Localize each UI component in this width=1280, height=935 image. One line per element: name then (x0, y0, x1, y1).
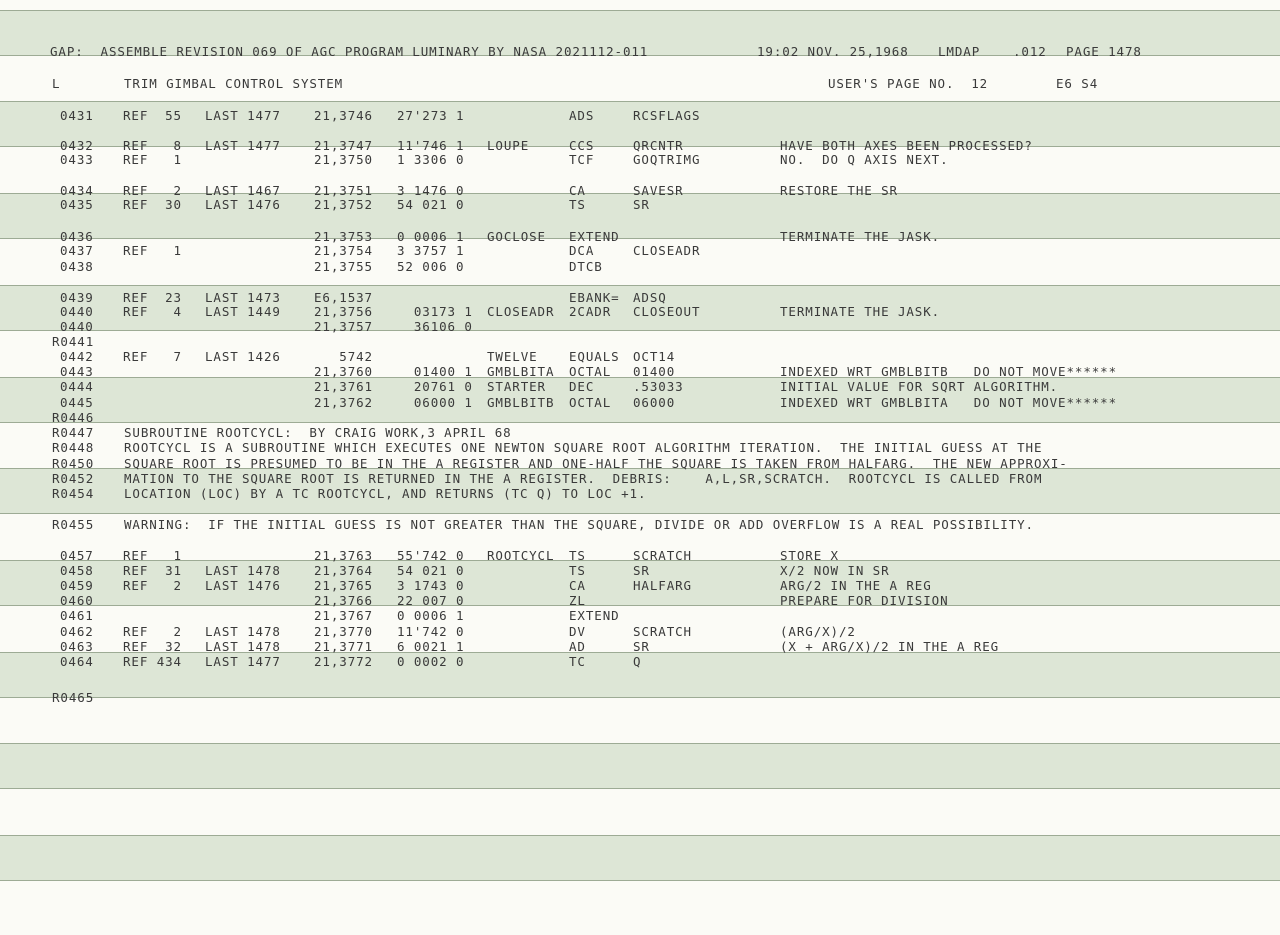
octal-word: 3 1743 0 (397, 578, 465, 593)
octal-word: 55'742 0 (397, 548, 465, 563)
listing-row (0, 108, 701, 123)
listing-row (0, 349, 676, 364)
address: 21,3763 (314, 548, 373, 563)
address: E6,1537 (314, 290, 373, 305)
address: 21,3753 (314, 229, 373, 244)
octal-word: 54 021 0 (397, 197, 465, 212)
octal-word: 06000 1 (397, 395, 473, 410)
comment: NO. DO Q AXIS NEXT. (780, 152, 949, 167)
remark-line (0, 440, 1043, 455)
listing-row (0, 593, 949, 608)
octal-word: 3 1476 0 (397, 183, 465, 198)
symbol-label: TWELVE (487, 349, 538, 364)
opcode: TS (569, 548, 586, 563)
opcode: DCA (569, 243, 595, 258)
address: 21,3760 (314, 364, 373, 379)
address: 21,3771 (314, 639, 373, 654)
opcode: EXTEND (569, 229, 620, 244)
address: 21,3757 (314, 319, 373, 334)
last-ref: LAST 1477 (205, 108, 281, 123)
listing-row (0, 229, 941, 244)
remark-text: WARNING: IF THE INITIAL GUESS IS NOT GREATER THAN THE SQUARE, DIVIDE OR ADD OVERFLOW IS A REAL POSSIBILITY. (124, 517, 1034, 532)
symbol-label: STARTER (487, 379, 546, 394)
opcode: TC (569, 654, 586, 669)
operand: 01400 (633, 364, 676, 379)
opcode: TS (569, 563, 586, 578)
operand: SCRATCH (633, 548, 692, 563)
page-header (0, 44, 1142, 59)
remark-text: LOCATION (LOC) BY A TC ROOTCYCL, AND RETURNS (TC Q) TO LOC +1. (124, 486, 647, 501)
operand: HALFARG (633, 578, 692, 593)
opcode: OCTAL (569, 395, 612, 410)
octal-word: 27'273 1 (397, 108, 465, 123)
line-number: 0461 (60, 608, 94, 623)
listing-row (0, 654, 642, 669)
line-number: R0446 (52, 410, 95, 425)
octal-word: 0 0006 1 (397, 608, 465, 623)
ref-count: REF 2 (123, 578, 182, 593)
symbol-label: GMBLBITA (487, 364, 555, 379)
remark-line (0, 471, 1043, 486)
listing-row (0, 395, 1118, 410)
address: 21,3766 (314, 593, 373, 608)
opcode: CCS (569, 138, 595, 153)
line-number: R0448 (52, 440, 95, 455)
opcode: OCTAL (569, 364, 612, 379)
operand: QRCNTR (633, 138, 684, 153)
remark-line (0, 486, 647, 501)
listing-mark: L (52, 76, 61, 91)
line-number: 0444 (60, 379, 94, 394)
line-number: R0450 (52, 456, 95, 471)
remark-line (0, 517, 1034, 532)
octal-word: 11'742 0 (397, 624, 465, 639)
line-number: R0454 (52, 486, 95, 501)
line-number: R0441 (52, 334, 95, 349)
line-number: 0445 (60, 395, 94, 410)
last-ref: LAST 1477 (205, 138, 281, 153)
remark-line (0, 425, 512, 440)
line-number: 0433 (60, 152, 94, 167)
remark-text: ROOTCYCL IS A SUBROUTINE WHICH EXECUTES ONE NEWTON SQUARE ROOT ALGORITHM ITERATION. THE INITIAL GUESS AT THE (124, 440, 1043, 455)
symbol-label: GOCLOSE (487, 229, 546, 244)
address: 21,3756 (314, 304, 373, 319)
remark-text: MATION TO THE SQUARE ROOT IS RETURNED IN THE A REGISTER. DEBRIS: A,L,SR,SCRATCH. ROOTCYCL IS CALLED FROM (124, 471, 1043, 486)
listing-row (0, 152, 949, 167)
address: 21,3746 (314, 108, 373, 123)
symbol-label: LOUPE (487, 138, 530, 153)
line-number: 0437 (60, 243, 94, 258)
last-ref: LAST 1449 (205, 304, 281, 319)
line-number: 0432 (60, 138, 94, 153)
ref-count: REF 434 (123, 654, 182, 669)
greenbar-band (0, 835, 1280, 881)
section-code: E6 S4 (1056, 76, 1099, 91)
listing-row (0, 379, 1059, 394)
last-ref: LAST 1478 (205, 563, 281, 578)
operand: Q (633, 654, 642, 669)
ref-count: REF 1 (123, 152, 182, 167)
line-number: 0438 (60, 259, 94, 274)
address: 21,3752 (314, 197, 373, 212)
remark-text: SQUARE ROOT IS PRESUMED TO BE IN THE A REGISTER AND ONE-HALF THE SQUARE IS TAKEN FROM HALFARG. THE NEW APPROXI- (124, 456, 1068, 471)
symbol-label: GMBLBITB (487, 395, 555, 410)
last-ref: LAST 1473 (205, 290, 281, 305)
ref-count: REF 1 (123, 548, 182, 563)
print-time: 19:02 NOV. 25,1968 (757, 44, 909, 59)
opcode: DV (569, 624, 586, 639)
opcode: CA (569, 578, 586, 593)
operand: RCSFLAGS (633, 108, 701, 123)
line-number: 0439 (60, 290, 94, 305)
comment: RESTORE THE SR (780, 183, 898, 198)
listing-row (0, 290, 667, 305)
operand: OCT14 (633, 349, 676, 364)
listing-row (0, 624, 856, 639)
octal-word: 20761 0 (397, 379, 473, 394)
remark-line (0, 456, 1068, 471)
octal-word: 01400 1 (397, 364, 473, 379)
line-number: R0447 (52, 425, 95, 440)
ref-count: REF 4 (123, 304, 182, 319)
address: 21,3770 (314, 624, 373, 639)
octal-word: 52 006 0 (397, 259, 465, 274)
listing-row (0, 639, 1000, 654)
assembly-title: GAP: ASSEMBLE REVISION 069 OF AGC PROGRAM LUMINARY BY NASA 2021112-011 (50, 44, 649, 59)
comment: X/2 NOW IN SR (780, 563, 890, 578)
comment: (X + ARG/X)/2 IN THE A REG (780, 639, 1000, 654)
listing-row (0, 304, 941, 319)
listing-row (0, 183, 898, 198)
comment: TERMINATE THE JASK. (780, 304, 941, 319)
line-number: 0464 (60, 654, 94, 669)
page-number: PAGE 1478 (1066, 44, 1142, 59)
users-page: USER'S PAGE NO. 12 (828, 76, 989, 91)
line-number: 0435 (60, 197, 94, 212)
last-ref: LAST 1426 (205, 349, 281, 364)
line-number: 0442 (60, 349, 94, 364)
operand: SR (633, 563, 650, 578)
octal-word: 36106 0 (397, 319, 473, 334)
comment: INDEXED WRT GMBLBITB DO NOT MOVE****** (780, 364, 1118, 379)
ref-count: REF 2 (123, 183, 182, 198)
section-title: TRIM GIMBAL CONTROL SYSTEM (124, 76, 344, 91)
address: 21,3750 (314, 152, 373, 167)
comment: TERMINATE THE JASK. (780, 229, 941, 244)
operand: SR (633, 197, 650, 212)
operand: CLOSEOUT (633, 304, 701, 319)
line-number: 0459 (60, 578, 94, 593)
listing-row (0, 364, 1118, 379)
octal-word: 0 0006 1 (397, 229, 465, 244)
comment: (ARG/X)/2 (780, 624, 856, 639)
octal-word: 54 021 0 (397, 563, 465, 578)
operand: SR (633, 639, 650, 654)
line-number: 0463 (60, 639, 94, 654)
octal-word: 22 007 0 (397, 593, 465, 608)
last-ref: LAST 1476 (205, 197, 281, 212)
symbol-label: ROOTCYCL (487, 548, 555, 563)
line-number: R0452 (52, 471, 95, 486)
listing-row (0, 197, 650, 212)
listing-row (0, 690, 95, 705)
opcode: 2CADR (569, 304, 612, 319)
address: 21,3754 (314, 243, 373, 258)
ref-count: REF 32 (123, 639, 182, 654)
line-number: 0460 (60, 593, 94, 608)
line-number: 0443 (60, 364, 94, 379)
octal-word: 0 0002 0 (397, 654, 465, 669)
address: 21,3764 (314, 563, 373, 578)
octal-word: 6 0021 1 (397, 639, 465, 654)
listing-row (0, 578, 932, 593)
opcode: EBANK= (569, 290, 620, 305)
line-number: 0431 (60, 108, 94, 123)
octal-word: 3 3757 1 (397, 243, 465, 258)
comment: INITIAL VALUE FOR SQRT ALGORITHM. (780, 379, 1059, 394)
listing-row (0, 563, 890, 578)
opcode: AD (569, 639, 586, 654)
operand: ADSQ (633, 290, 667, 305)
operand: CLOSEADR (633, 243, 701, 258)
line-number: R0455 (52, 517, 95, 532)
address: 21,3747 (314, 138, 373, 153)
opcode: DEC (569, 379, 595, 394)
ref-count: REF 31 (123, 563, 182, 578)
ref-count: REF 55 (123, 108, 182, 123)
last-ref: LAST 1478 (205, 624, 281, 639)
address: 21,3751 (314, 183, 373, 198)
operand: 06000 (633, 395, 676, 410)
section-header (0, 76, 1099, 91)
octal-word: 11'746 1 (397, 138, 465, 153)
address: 21,3765 (314, 578, 373, 593)
last-ref: LAST 1478 (205, 639, 281, 654)
opcode: CA (569, 183, 586, 198)
module-code: .012 (1013, 44, 1047, 59)
greenbar-band (0, 743, 1280, 789)
line-number: 0462 (60, 624, 94, 639)
ref-count: REF 7 (123, 349, 182, 364)
listing-row (0, 410, 95, 425)
listing-row (0, 548, 839, 563)
listing-row (0, 334, 95, 349)
line-number: 0434 (60, 183, 94, 198)
module-tag: LMDAP (938, 44, 981, 59)
opcode: ZL (569, 593, 586, 608)
opcode: ADS (569, 108, 595, 123)
line-number: 0440 (60, 304, 94, 319)
operand: .53033 (633, 379, 684, 394)
operand: SAVESR (633, 183, 684, 198)
opcode: EQUALS (569, 349, 620, 364)
listing-row (0, 138, 1033, 153)
listing-row (0, 319, 473, 334)
symbol-label: CLOSEADR (487, 304, 555, 319)
address: 21,3762 (314, 395, 373, 410)
address: 21,3755 (314, 259, 373, 274)
opcode: TS (569, 197, 586, 212)
last-ref: LAST 1477 (205, 654, 281, 669)
octal-word: 1 3306 0 (397, 152, 465, 167)
address: 21,3772 (314, 654, 373, 669)
ref-count: REF 2 (123, 624, 182, 639)
comment: INDEXED WRT GMBLBITA DO NOT MOVE****** (780, 395, 1118, 410)
comment: PREPARE FOR DIVISION (780, 593, 949, 608)
last-ref: LAST 1476 (205, 578, 281, 593)
line-number: 0436 (60, 229, 94, 244)
comment: HAVE BOTH AXES BEEN PROCESSED? (780, 138, 1033, 153)
line-number: 0440 (60, 319, 94, 334)
opcode: EXTEND (569, 608, 620, 623)
listing-row (0, 608, 620, 623)
ref-count: REF 30 (123, 197, 182, 212)
remark-text: SUBROUTINE ROOTCYCL: BY CRAIG WORK,3 APRIL 68 (124, 425, 512, 440)
ref-count: REF 23 (123, 290, 182, 305)
comment: ARG/2 IN THE A REG (780, 578, 932, 593)
address: 21,3761 (314, 379, 373, 394)
ref-count: REF 8 (123, 138, 182, 153)
address: 5742 (314, 349, 373, 364)
octal-word: 03173 1 (397, 304, 473, 319)
line-number: 0458 (60, 563, 94, 578)
opcode: DTCB (569, 259, 603, 274)
line-number: R0465 (52, 690, 95, 705)
ref-count: REF 1 (123, 243, 182, 258)
opcode: TCF (569, 152, 595, 167)
comment: STORE X (780, 548, 839, 563)
listing-row (0, 259, 603, 274)
operand: SCRATCH (633, 624, 692, 639)
listing-row (0, 243, 701, 258)
line-number: 0457 (60, 548, 94, 563)
address: 21,3767 (314, 608, 373, 623)
operand: GOQTRIMG (633, 152, 701, 167)
last-ref: LAST 1467 (205, 183, 281, 198)
